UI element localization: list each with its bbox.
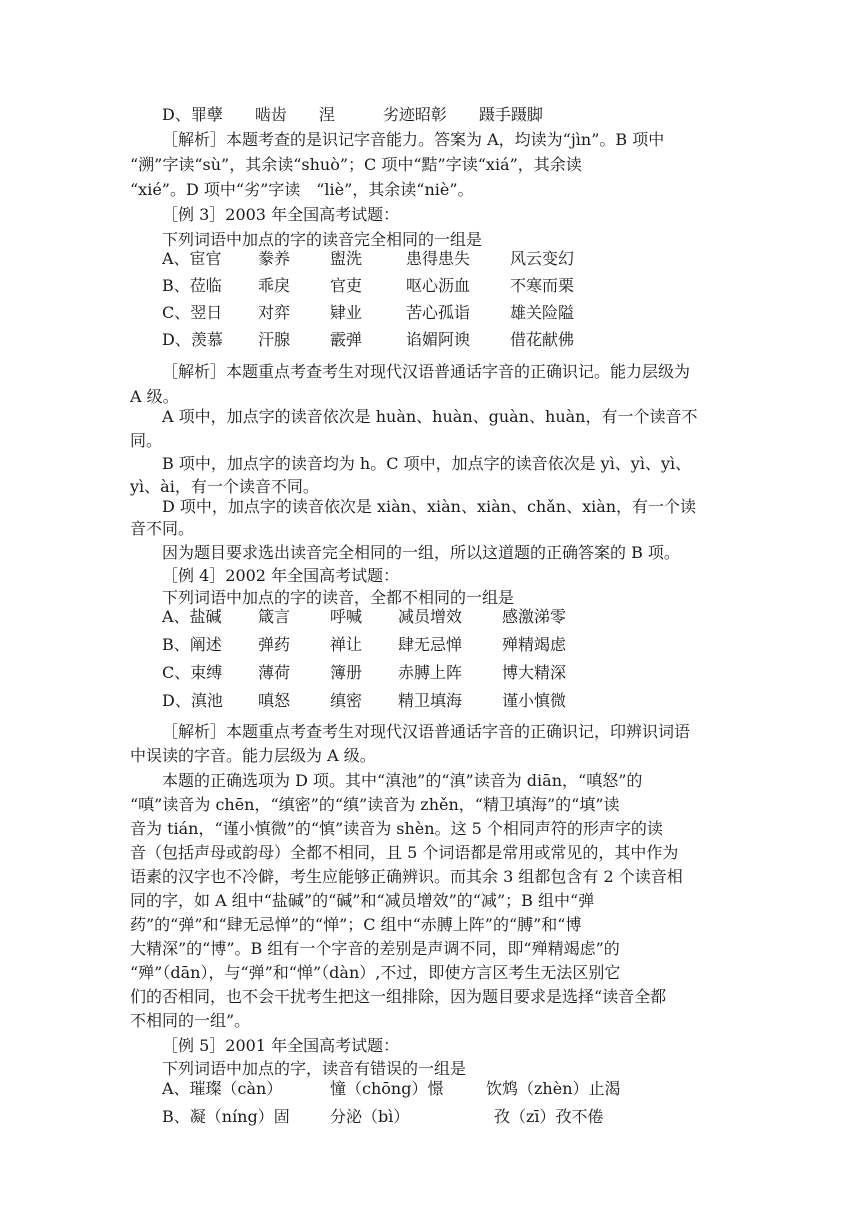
- option-word: A、璀璨（càn）: [162, 1079, 283, 1098]
- option-word: 汗腺: [258, 330, 291, 349]
- option-word: 薄荷: [258, 663, 291, 682]
- option-word: 呼喊: [330, 607, 363, 626]
- text-line: 同的字，如 A 组中“盐碱”的“碱”和“减员增效”的“减”；B 组中“弹: [130, 891, 595, 910]
- question-stem: 下列词语中加点的字，读音有错误的一组是: [162, 1059, 467, 1078]
- option-word: 弹药: [258, 635, 291, 654]
- option-word: 减员增效: [398, 607, 463, 626]
- analysis-line: ［解析］本题重点考查考生对现代汉语普通话字音的正确识记，印辨识词语: [162, 722, 691, 741]
- text-line: B 项中，加点字的读音均为 h。C 项中，加点字的读音依次是 yì、yì、yì、: [162, 454, 692, 473]
- option-row-b: [162, 634, 722, 658]
- text-line: yì、ài，有一个读音不同。: [130, 477, 319, 496]
- text-line: 不相同的一组”。: [130, 1011, 251, 1030]
- option-word: 孜（zī）孜不倦: [494, 1107, 604, 1126]
- option-row-b: [162, 275, 722, 299]
- option-word: 肆无忌惮: [398, 635, 463, 654]
- text-line: A 级。: [130, 387, 179, 406]
- text-line: 大精深”的“博”。B 组有一个字音的差别是声调不同，即“殚精竭虑”的: [130, 939, 620, 958]
- text-line: 音（包括声母或韵母）全都不相同，且 5 个词语都是常用或常见的，其中作为: [130, 843, 679, 862]
- option-label-word: B、阐述: [162, 635, 222, 654]
- option-word: 官吏: [330, 276, 363, 295]
- option-word: 风云变幻: [510, 249, 575, 268]
- option-word: 分泌（bì）: [330, 1107, 410, 1126]
- option-label-word: D、羡慕: [162, 330, 223, 349]
- option-label-word: C、束缚: [162, 663, 223, 682]
- text-line: 音不同。: [130, 519, 195, 538]
- text-line: A 项中，加点字的读音依次是 huàn、huàn、guàn、huàn，有一个读音不: [162, 407, 698, 426]
- text-line: 因为题目要求选出读音完全相同的一组，所以这道题的正确答案的 B 项。: [162, 543, 680, 562]
- text-line: 们的否相同，也不会干扰考生把这一组排除，因为题目要求是选择“读音全都: [130, 987, 667, 1006]
- text-line: 药”的“弹”和“肆无忌惮”的“惮”；C 组中“赤膊上阵”的“膊”和“博: [130, 915, 582, 934]
- option-word: 不寒而栗: [510, 276, 575, 295]
- option-row-a: [162, 606, 722, 630]
- option-row-d: [162, 329, 722, 353]
- option-word: 盥洗: [330, 249, 363, 268]
- question-stem: 下列词语中加点的字的读音，全都不相同的一组是: [162, 588, 515, 607]
- option-word: 肄业: [330, 303, 363, 322]
- option-word: 霰弹: [330, 330, 363, 349]
- option-word: 箴言: [258, 607, 291, 626]
- option-row-c: [162, 302, 722, 326]
- option-word: 雄关险隘: [510, 303, 575, 322]
- text-line: 音为 tián，“谨小慎微”的“慎”读音为 shèn。这 5 个相同声符的形声字的读: [130, 819, 663, 838]
- option-label-word: A、盐碱: [162, 607, 222, 626]
- option-word: 赤膊上阵: [398, 663, 463, 682]
- option-word: 借花献佛: [510, 330, 575, 349]
- option-word: 嗔怒: [258, 691, 291, 710]
- option-row-b: [162, 1106, 722, 1130]
- option-row-c: [162, 662, 722, 686]
- option-word: 感激涕零: [502, 607, 567, 626]
- option-word: 呕心沥血: [406, 276, 471, 295]
- example-heading: ［例 5］2001 年全国高考试题：: [162, 1036, 400, 1055]
- text-line: 中误读的字音。能力层级为 A 级。: [130, 746, 376, 765]
- text-line: “xié”。D 项中“劣”字读 “liè”，其余读“niè”。: [130, 180, 474, 199]
- option-label-word: A、宦官: [162, 249, 222, 268]
- option-word: 患得患失: [406, 249, 471, 268]
- option-row-a: [162, 1078, 722, 1102]
- option-label-word: B、莅临: [162, 276, 222, 295]
- option-word: 憧（chōng）憬: [330, 1079, 444, 1098]
- text-line: 本题的正确选项为 D 项。其中“滇池”的“滇”读音为 diān，“嗔怒”的: [162, 771, 643, 790]
- option-word: 谨小慎微: [502, 691, 567, 710]
- analysis-line: ［解析］本题重点考查考生对现代汉语普通话字音的正确识记。能力层级为: [162, 362, 691, 381]
- text-line: 同。: [130, 431, 163, 450]
- option-word: 缜密: [330, 691, 363, 710]
- text-line: “嗔”读音为 chēn，“缜密”的“缜”读音为 zhěn，“精卫填海”的“填”读: [130, 795, 620, 814]
- option-word: 苦心孤诣: [406, 303, 471, 322]
- option-word: 乖戾: [258, 276, 291, 295]
- example-heading: ［例 3］2003 年全国高考试题：: [162, 205, 400, 224]
- text-line: “溯”字读“sù”，其余读“shuò”；C 项中“黠”字读“xiá”，其余读: [130, 155, 582, 174]
- option-word: B、凝（níng）固: [162, 1107, 290, 1126]
- question-stem: 下列词语中加点的字的读音完全相同的一组是: [162, 230, 483, 249]
- option-word: 精卫填海: [398, 691, 463, 710]
- option-row-a: [162, 248, 722, 272]
- option-word: 饮鸩（zhèn）止渴: [486, 1079, 621, 1098]
- option-word: 博大精深: [502, 663, 567, 682]
- option-d-line: D、罪孽 啮齿 涅 劣迹昭彰 蹑手蹑脚: [162, 105, 543, 124]
- example-heading: ［例 4］2002 年全国高考试题：: [162, 566, 400, 585]
- text-line: D 项中，加点字的读音依次是 xiàn、xiàn、xiàn、chǎn、xiàn，有一个读: [162, 497, 697, 516]
- analysis-line: ［解析］本题考查的是识记字音能力。答案为 A，均读为“jìn”。B 项中: [162, 130, 665, 149]
- option-word: 豢养: [258, 249, 291, 268]
- option-label-word: C、翌日: [162, 303, 223, 322]
- option-word: 殚精竭虑: [502, 635, 567, 654]
- option-row-d: [162, 690, 722, 714]
- text-line: 语素的汉字也不冷僻，考生应能够正确辨识。而其余 3 组都包含有 2 个读音相: [130, 867, 683, 886]
- option-word: 禅让: [330, 635, 363, 654]
- option-word: 簿册: [330, 663, 363, 682]
- option-label-word: D、滇池: [162, 691, 223, 710]
- option-word: 对弈: [258, 303, 291, 322]
- option-word: 谄媚阿谀: [406, 330, 471, 349]
- text-line: “殚”（dān），与“弹”和“惮”（dàn）,不过，即使方言区考生无法区别它: [130, 963, 621, 982]
